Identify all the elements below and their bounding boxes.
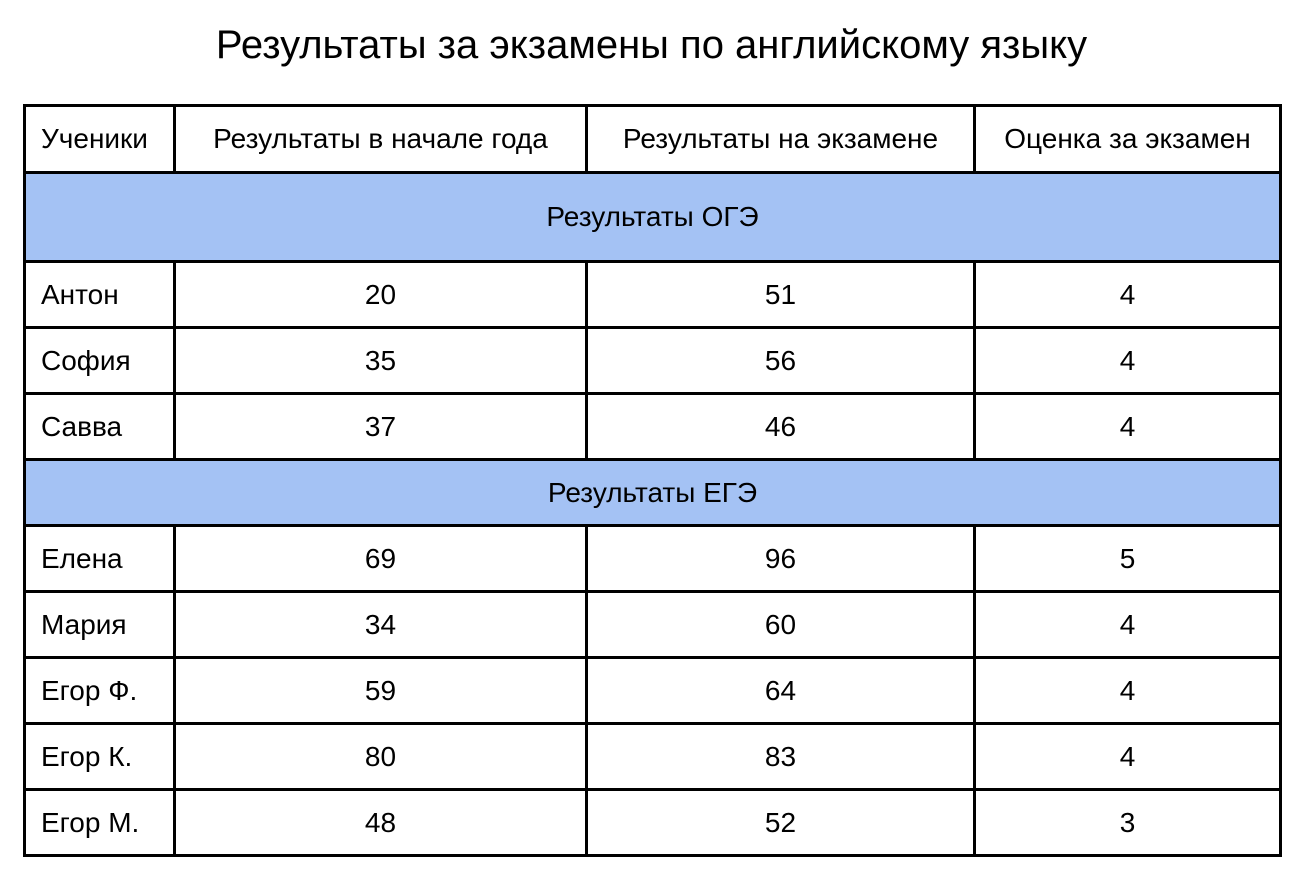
page-title: Результаты за экзамены по английскому языку (215, 23, 1088, 67)
student-name: Егор М. (25, 790, 175, 856)
table-header-row (25, 106, 1281, 173)
table-row (25, 790, 1281, 856)
start-score: 69 (175, 526, 587, 592)
exam-score: 52 (587, 790, 975, 856)
table-row (25, 526, 1281, 592)
start-score: 80 (175, 724, 587, 790)
start-score: 20 (175, 262, 587, 328)
exam-grade: 5 (975, 526, 1281, 592)
table-row (25, 394, 1281, 460)
exam-score: 56 (587, 328, 975, 394)
table-row (25, 328, 1281, 394)
exam-grade: 4 (975, 724, 1281, 790)
exam-grade: 4 (975, 592, 1281, 658)
exam-score: 46 (587, 394, 975, 460)
start-score: 48 (175, 790, 587, 856)
start-score: 59 (175, 658, 587, 724)
exam-score: 96 (587, 526, 975, 592)
exam-score: 51 (587, 262, 975, 328)
section-label: Результаты ОГЭ (25, 173, 1281, 262)
section-label: Результаты ЕГЭ (25, 460, 1281, 526)
table-row (25, 262, 1281, 328)
results-table (23, 104, 1282, 857)
column-header-exam-grade: Оценка за экзамен (975, 106, 1281, 173)
column-header-start-results: Результаты в начале года (175, 106, 587, 173)
start-score: 34 (175, 592, 587, 658)
start-score: 35 (175, 328, 587, 394)
student-name: Елена (25, 526, 175, 592)
student-name: Егор Ф. (25, 658, 175, 724)
exam-grade: 4 (975, 262, 1281, 328)
column-header-students: Ученики (25, 106, 175, 173)
student-name: София (25, 328, 175, 394)
exam-score: 64 (587, 658, 975, 724)
student-name: Мария (25, 592, 175, 658)
student-name: Савва (25, 394, 175, 460)
exam-score: 60 (587, 592, 975, 658)
table-row (25, 658, 1281, 724)
student-name: Антон (25, 262, 175, 328)
section-row-oge (25, 173, 1281, 262)
exam-grade: 4 (975, 658, 1281, 724)
exam-grade: 3 (975, 790, 1281, 856)
table-row (25, 724, 1281, 790)
start-score: 37 (175, 394, 587, 460)
table-row (25, 592, 1281, 658)
exam-grade: 4 (975, 328, 1281, 394)
column-header-exam-results: Результаты на экзамене (587, 106, 975, 173)
exam-grade: 4 (975, 394, 1281, 460)
exam-score: 83 (587, 724, 975, 790)
section-row-ege (25, 460, 1281, 526)
student-name: Егор К. (25, 724, 175, 790)
